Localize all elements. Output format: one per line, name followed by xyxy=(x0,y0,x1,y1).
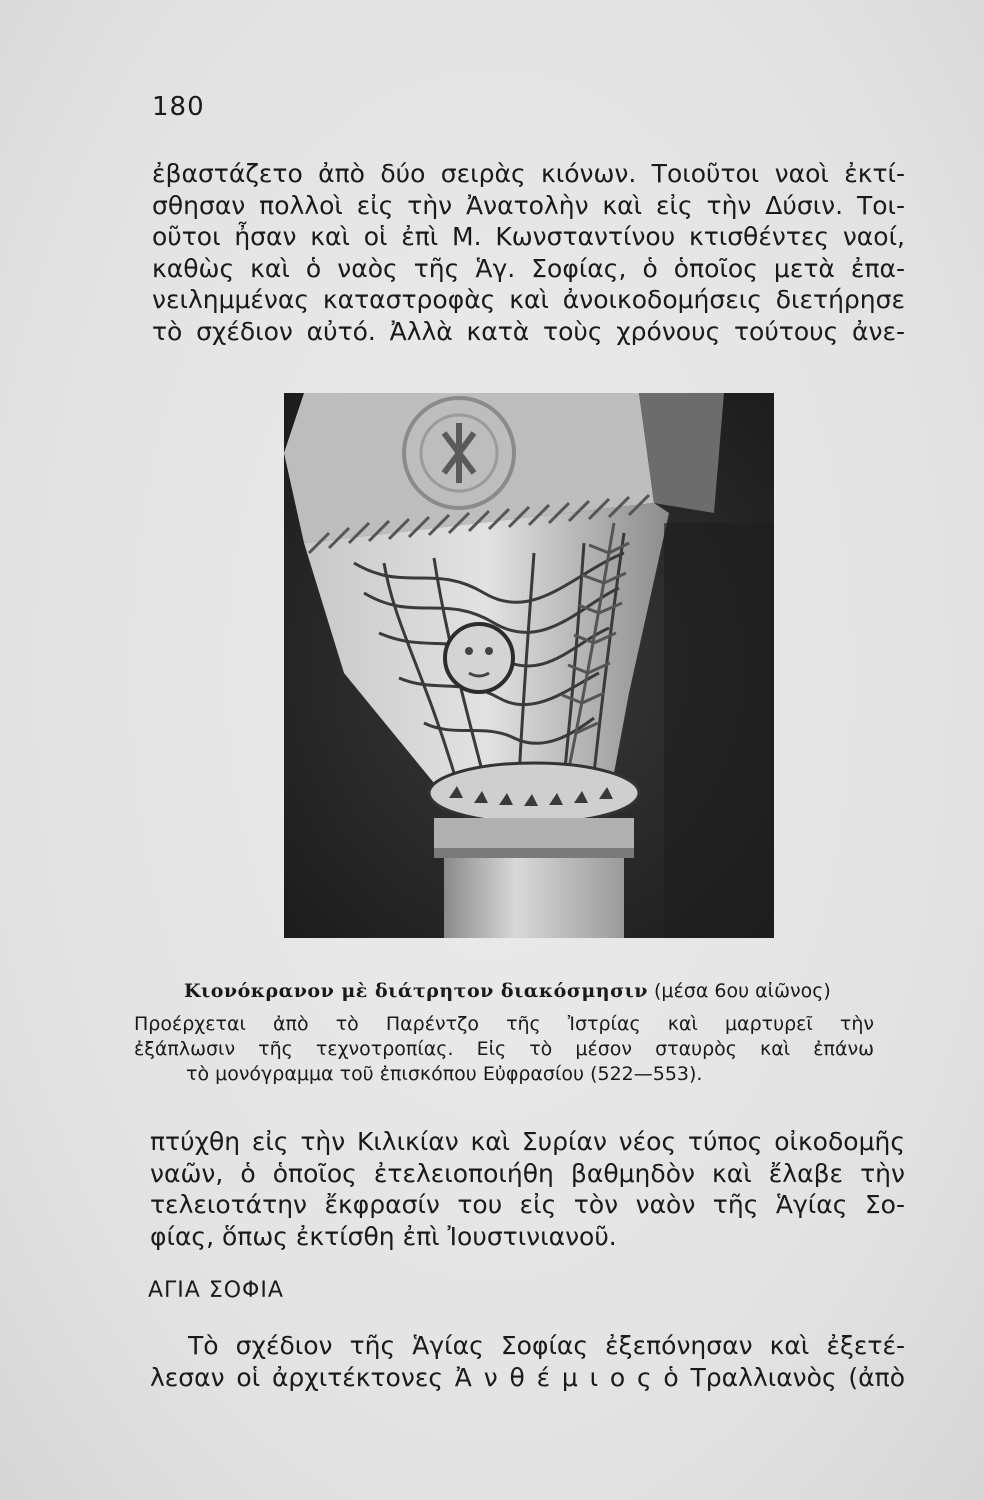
caption-title-text: Κιονόκρανον μὲ διάτρητον διακόσμησιν xyxy=(184,980,648,1002)
caption-line: ἐξάπλωσιν τῆς τεχνοτροπίας. Εἰς τὸ μέσον σταυρὸς καὶ ἐπάνω xyxy=(134,1038,874,1060)
text-line: σθησαν πολλοὶ εἰς τὴν Ἀνατολὴν καὶ εἰς τὴν Δύσιν. Τοι- xyxy=(152,190,905,220)
paragraph-top xyxy=(152,158,905,347)
text-line: ἐβαστάζετο ἀπὸ δύο σειρὰς κιόνων. Τοιοῦτοι ναοὶ ἐκτί- xyxy=(152,159,905,188)
page-number: 180 xyxy=(152,92,205,122)
paragraph-middle xyxy=(150,1126,905,1252)
text-line: τὸ σχέδιον αὐτό. Ἀλλὰ κατὰ τοὺς χρόνους τούτους ἀνε- xyxy=(152,316,905,346)
caption-line: Προέρχεται ἀπὸ τὸ Παρέντζο τῆς Ἰστρίας καὶ μαρτυρεῖ τὴν xyxy=(134,1013,874,1035)
text-line: καθὼς καὶ ὁ ναὸς τῆς Ἁγ. Σοφίας, ὁ ὁποῖος μετὰ ἐπα- xyxy=(152,253,905,283)
capital-illustration xyxy=(284,393,774,938)
caption-title-note: (μέσα 6ου αἰῶνος) xyxy=(654,980,831,1002)
text-line: πτύχθη εἰς τὴν Κιλικίαν καὶ Συρίαν νέος τύπος οἰκοδομῆς xyxy=(150,1127,905,1156)
section-heading: ΑΓΙΑ ΣΟΦΙΑ xyxy=(148,1278,284,1303)
text-line: φίας, ὅπως ἐκτίσθη ἐπὶ Ἰουστινιανοῦ. xyxy=(150,1221,617,1251)
text-line: ναῶν, ὁ ὁποῖος ἐτελειοποιήθη βαθμηδὸν καὶ ἔλαβε τὴν xyxy=(150,1158,905,1188)
figure-caption-body xyxy=(134,1012,874,1087)
column-capital-photo xyxy=(284,393,774,938)
paragraph-bottom xyxy=(150,1330,905,1393)
figure-caption-title xyxy=(184,980,831,1002)
text-line: τελειοτάτην ἔκφρασίν του εἰς τὸν ναὸν τῆς Ἁγίας Σο- xyxy=(150,1190,905,1219)
text-line: Τὸ σχέδιον τῆς Ἁγίας Σοφίας ἐξεπόνησαν καὶ ἐξετέ- xyxy=(188,1331,905,1360)
text-line: οῦτοι ἦσαν καὶ οἱ ἐπὶ Μ. Κωνσταντίνου κτισθέντες ναοί, xyxy=(152,222,905,251)
text-line: λεσαν οἱ ἀρχιτέκτονες Ἀ ν θ έ μ ι ο ς ὁ Τραλλιανὸς (ἀπὸ xyxy=(150,1362,905,1392)
text-line: νειλημμένας καταστροφὰς καὶ ἀνοικοδομήσεις διετήρησε xyxy=(152,285,905,314)
caption-line: τὸ μονόγραμμα τοῦ ἐπισκόπου Εὐφρασίου (522—553). xyxy=(186,1063,703,1085)
